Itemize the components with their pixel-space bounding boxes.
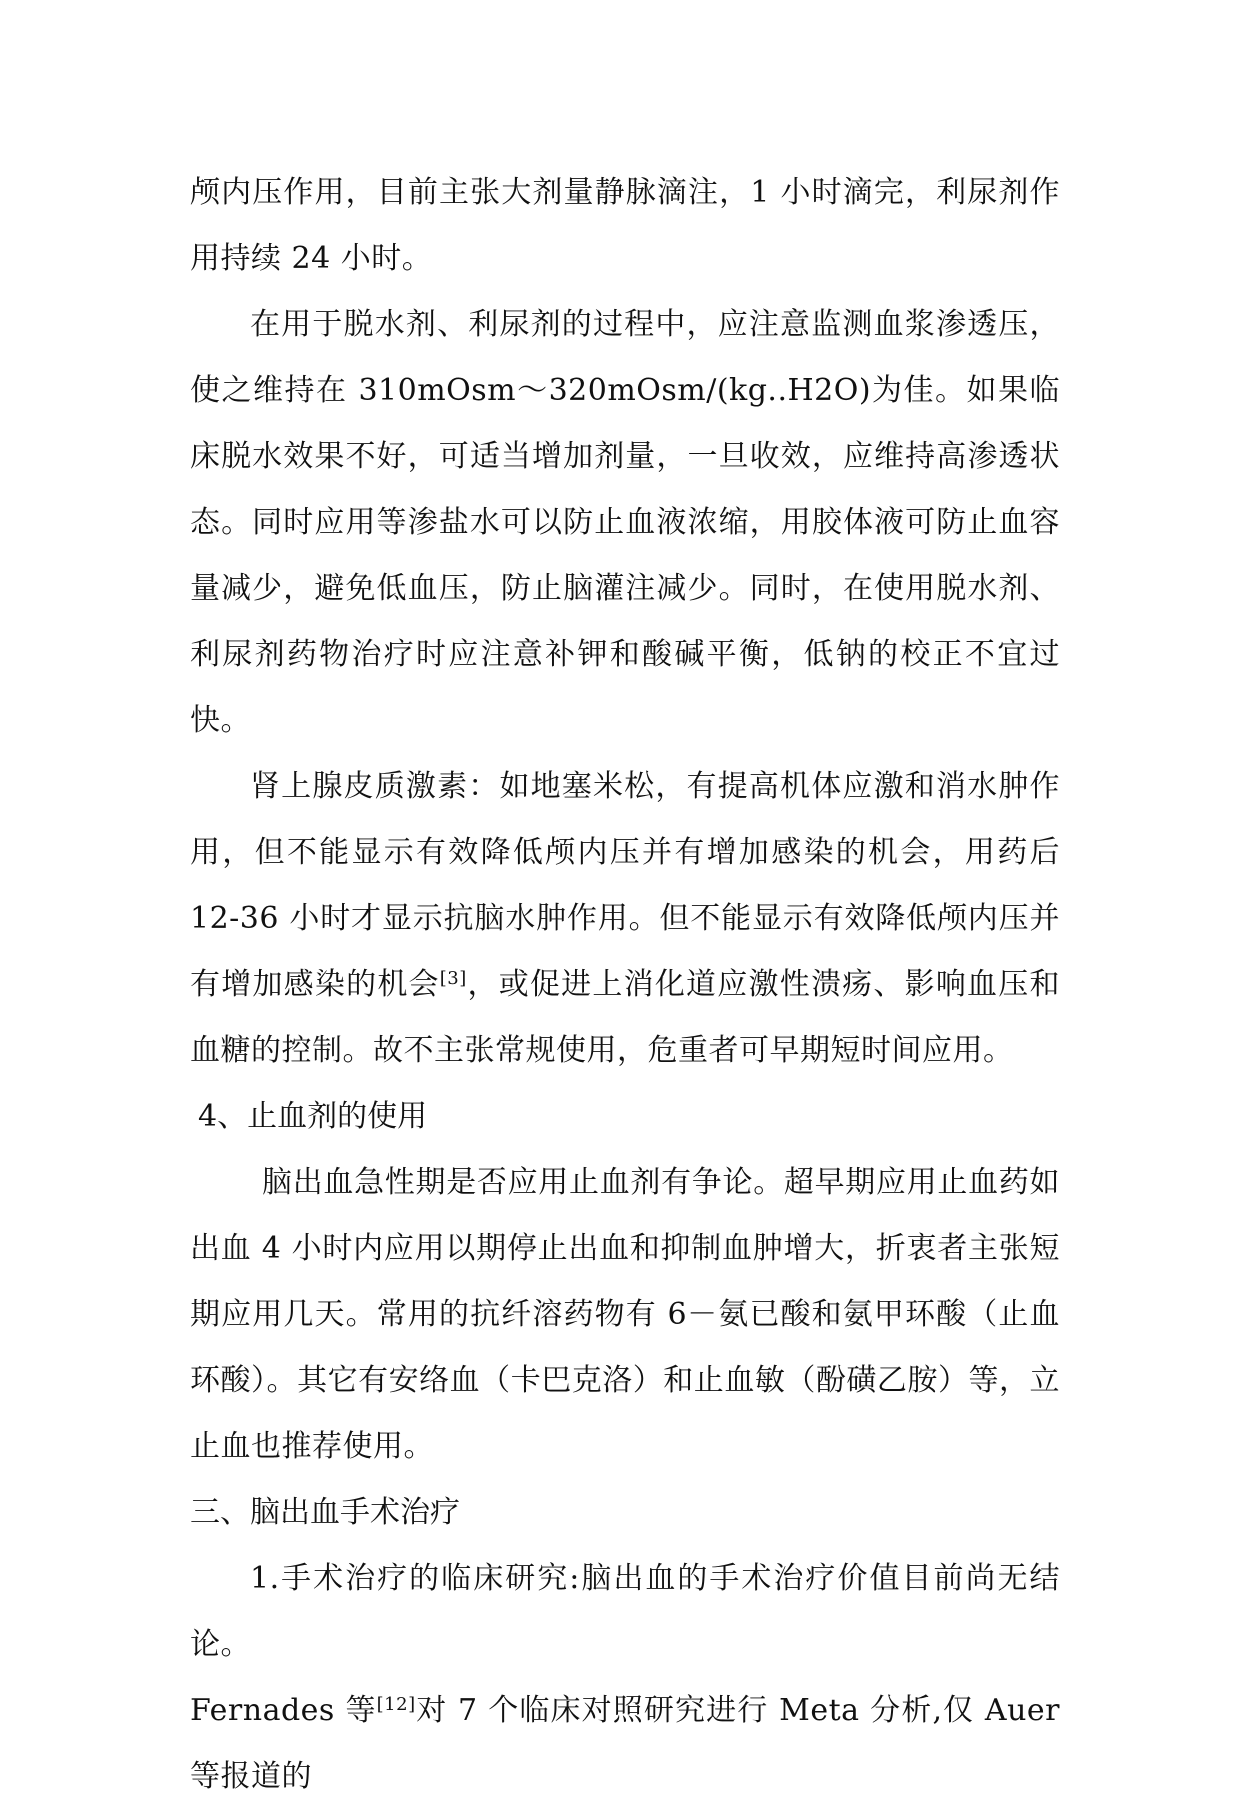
- section-heading-surgery: 三、脑出血手术治疗: [190, 1495, 460, 1530]
- paragraph-corticosteroids: [190, 754, 1060, 1084]
- body-text: [190, 160, 1060, 1810]
- section-heading-hemostatics: 4、止血剂的使用: [198, 1099, 428, 1134]
- paragraph-meta-analysis: [190, 1678, 1060, 1810]
- paragraph-continuation: 颅内压作用，目前主张大剂量静脉滴注，1 小时滴完，利尿剂作用持续 24 小时。: [190, 175, 1060, 276]
- paragraph-meta-analysis-text: Fernades 等: [190, 1693, 377, 1728]
- paragraph-corticosteroids-text: 肾上腺皮质激素：如地塞米松，有提高机体应激和消水肿作用，但不能显示有效降低颅内压并有增加感染的机会，用药后 12-36 小时才显示抗脑水肿作用。但不能显示有效降低颅内压并有增加感染的机会: [190, 769, 1060, 1002]
- paragraph-osmotic-pressure: 在用于脱水剂、利尿剂的过程中，应注意监测血浆渗透压，使之维持在 310mOsm～320mOsm/(kg..H2O)为佳。如果临床脱水效果不好，可适当增加剂量，一旦收效，应维持高渗透状态。同时应用等渗盐水可以防止血液浓缩，用胶体液可防止血容量减少，避免低血压，防止脑灌注减少。同时，在使用脱水剂、利尿剂药物治疗时应注意补钾和酸碱平衡，低钠的校正不宜过快。: [190, 307, 1060, 738]
- paragraph-corticosteroids-text-cont: ，或促进上消化道应激性溃疡、影响血压和血糖的控制。故不主张常规使用，危重者可早期短时间应用。: [190, 967, 1061, 1068]
- citation-ref: [12]: [376, 1694, 416, 1715]
- paragraph-surgery-research: 1.手术治疗的临床研究:脑出血的手术治疗价值目前尚无结论。: [190, 1561, 1060, 1662]
- paragraph-hemostatics: 脑出血急性期是否应用止血剂有争论。超早期应用止血药如出血 4 小时内应用以期停止出血和抑制血肿增大，折衷者主张短期应用几天。常用的抗纤溶药物有 6－氨已酸和氨甲环酸（止血环酸）。其它有安络血（卡巴克洛）和止血敏（酚磺乙胺）等，立止血也推荐使用。: [190, 1165, 1060, 1464]
- citation-ref: [3]: [439, 968, 467, 989]
- paragraph-meta-analysis-text-cont: 对 7 个临床对照研究进行 Meta 分析,仅 Auer 等报道的: [190, 1693, 1060, 1794]
